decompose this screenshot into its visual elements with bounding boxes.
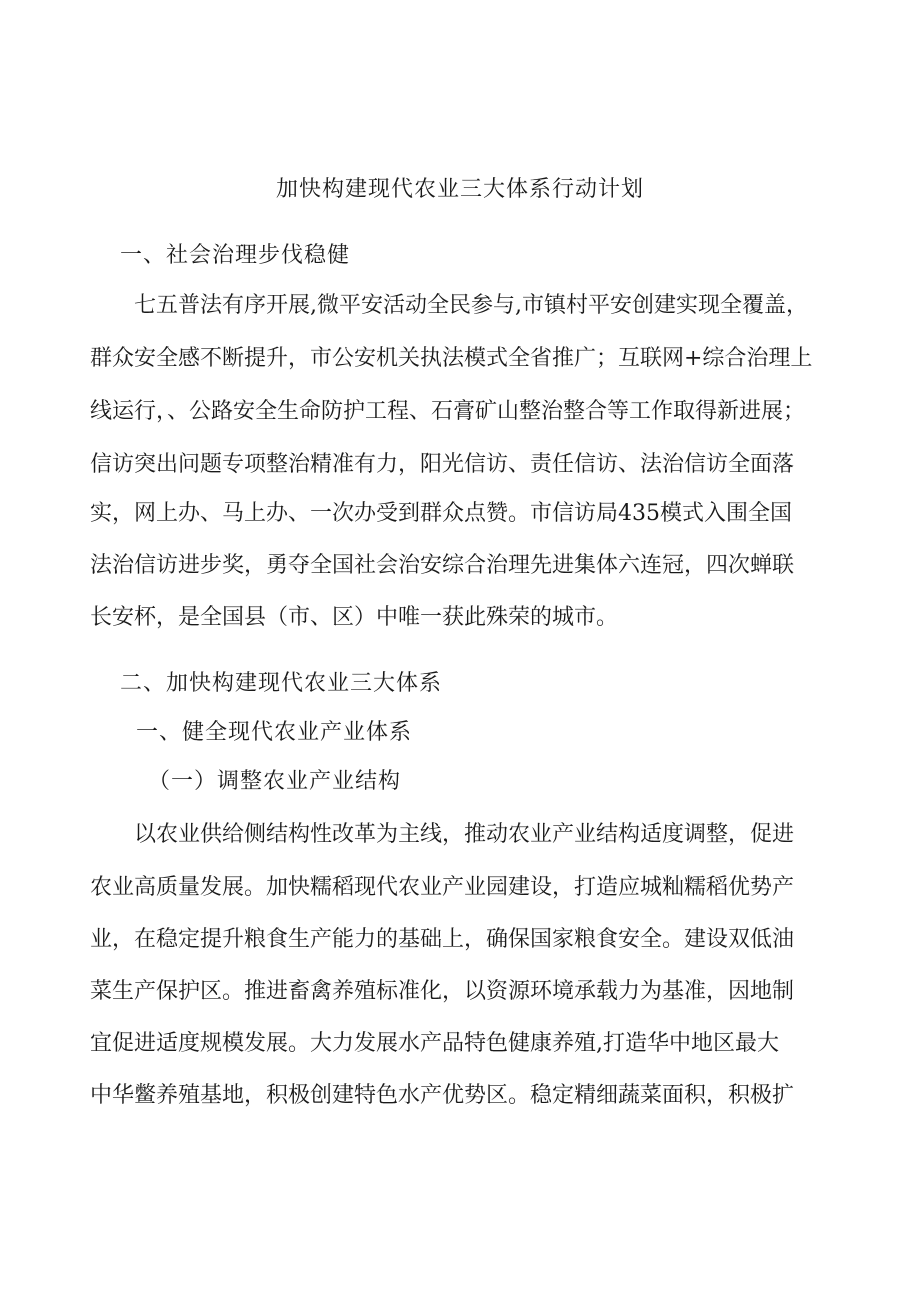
paragraph-line: 七五普法有序开展,微平安活动全民参与,市镇村平安创建实现全覆盖， [134,293,808,318]
section-heading-social-governance: 一、社会治理步伐稳健 [120,243,351,268]
paragraph-line: 群众安全感不断提升，市公安机关执法模式全省推广；互联网+综合治理上 [90,346,813,371]
paragraph-line: 业，在稳定提升粮食生产能力的基础上，确保国家粮食安全。建设双低油 [90,927,795,952]
paragraph-line: 菜生产保护区。推进畜禽养殖标准化，以资源环境承载力为基准，因地制 [90,979,795,1004]
subsection-heading-industry-system: 一、健全现代农业产业体系 [136,720,413,745]
section-heading-agriculture-systems: 二、加快构建现代农业三大体系 [120,671,443,696]
paragraph-line: 实，网上办、马上办、一次办受到群众点赞。市信访局435模式入围全国 [90,501,792,526]
paragraph-line: 法治信访进步奖，勇夺全国社会治安综合治理先进集体六连冠，四次蝉联 [90,553,795,578]
paragraph-line: 农业高质量发展。加快糯稻现代农业产业园建设，打造应城籼糯稻优势产 [90,875,795,900]
paragraph-line: 长安杯，是全国县（市、区）中唯一获此殊荣的城市。 [90,605,619,630]
paragraph-line: 宜促进适度规模发展。大力发展水产品特色健康养殖,打造华中地区最大 [90,1031,779,1056]
subsubsection-heading-adjust-structure: （一）调整农业产业结构 [148,769,402,794]
paragraph-line: 以农业供给侧结构性改革为主线，推动农业产业结构适度调整，促进 [134,822,795,847]
document-title: 加快构建现代农业三大体系行动计划 [275,177,644,202]
paragraph-line: 信访突出问题专项整治精准有力，阳光信访、责任信访、法治信访全面落 [90,452,795,477]
paragraph-line: 中华鳖养殖基地，积极创建特色水产优势区。稳定精细蔬菜面积，积极扩 [90,1083,795,1108]
paragraph-line: 线运行，、公路安全生命防护工程、石膏矿山整治整合等工作取得新进展； [90,399,806,424]
